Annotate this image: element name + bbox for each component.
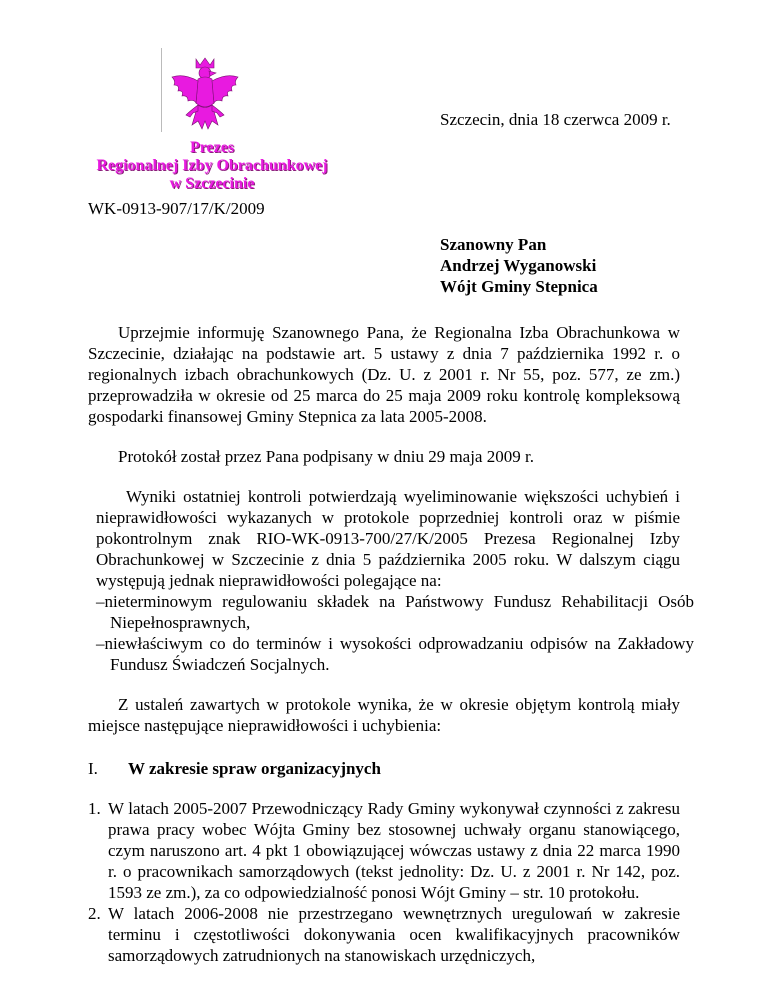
polish-eagle-emblem-icon bbox=[160, 55, 250, 139]
findings-list bbox=[88, 798, 680, 966]
list-item-number: 2. bbox=[88, 904, 101, 923]
issuer-line: w Szczecinie bbox=[169, 175, 255, 192]
section-number: I. bbox=[88, 759, 98, 778]
list-item-text: W latach 2006-2008 nie przestrzegano wewnętrznych uregulowań w zakresie terminu i częstotliwości dokonywania ocen kwalifikacyjnych pracowników samorządowych zatrudnionych na stanowiskach urzędniczych, bbox=[108, 904, 680, 965]
paragraph: Wyniki ostatniej kontroli potwierdzają wyeliminowanie większości uchybień i nieprawidłowości wykazanych w protokole poprzedniej kontroli oraz w piśmie pokontrolnym znak RIO-WK-0913-700/27/K/2005 Prezesa Regionalnej Izby Obrachunkowej w Szczecinie z dnia 5 października 2005 roku. W dalszym ciągu występują jednak nieprawidłowości polegające na: bbox=[96, 487, 680, 590]
section-title: W zakresie spraw organizacyjnych bbox=[128, 759, 381, 778]
issuer-line: Regionalnej Izby Obrachunkowej bbox=[96, 157, 328, 174]
addressee-line: Andrzej Wyganowski bbox=[440, 256, 597, 275]
paragraph: Z ustaleń zawartych w protokole wynika, że w okresie objętym kontrolą miały miejsce następujące nieprawidłowości i uchybienia: bbox=[88, 695, 680, 735]
dash-item: –nieterminowym regulowaniu składek na Państwowy Fundusz Rehabilitacji Osób Niepełnosprawnych, bbox=[96, 592, 694, 632]
paragraph: Protokół został przez Pana podpisany w dniu 29 maja 2009 r. bbox=[118, 447, 534, 466]
letter-body bbox=[88, 322, 694, 966]
dash-item: –niewłaściwym co do terminów i wysokości odprowadzaniu odpisów na Zakładowy Fundusz Świadczeń Socjalnych. bbox=[96, 634, 694, 674]
issuer-line: Prezes bbox=[189, 139, 235, 156]
addressee-line: Wójt Gminy Stepnica bbox=[440, 277, 598, 296]
place-and-date: Szczecin, dnia 18 czerwca 2009 r. bbox=[440, 110, 671, 129]
list-item bbox=[88, 798, 680, 903]
list-item bbox=[88, 903, 680, 966]
list-item-number: 1. bbox=[88, 799, 101, 818]
issuer-stamp bbox=[88, 139, 336, 193]
paragraph: Uprzejmie informuję Szanownego Pana, że Regionalna Izba Obrachunkowa w Szczecinie, działając na podstawie art. 5 ustawy z dnia 7 października 1992 r. o regionalnych izbach obrachunkowych (Dz. U. z 2001 r. Nr 55, poz. 577, ze zm.) przeprowadziła w okresie od 25 marca do 25 maja 2009 roku kontrolę kompleksową gospodarki finansowej Gminy Stepnica za lata 2005-2008. bbox=[88, 323, 680, 426]
reference-number: WK-0913-907/17/K/2009 bbox=[88, 199, 265, 218]
section-heading bbox=[88, 758, 680, 779]
addressee-line: Szanowny Pan bbox=[440, 235, 547, 254]
list-item-text: W latach 2005-2007 Przewodniczący Rady Gminy wykonywał czynności z zakresu prawa pracy wobec Wójta Gminy bez stosownej uchwały organu stanowiącego, czym naruszono art. 4 pkt 1 obowiązującej wówczas ustawy z dnia 22 marca 1990 r. o pracownikach samorządowych (tekst jednolity: Dz. U. z 2001 r. Nr 142, poz. 1593 ze zm.), za co odpowiedzialność ponosi Wójt Gminy – str. 10 protokołu. bbox=[108, 799, 680, 902]
addressee-block bbox=[440, 234, 598, 297]
